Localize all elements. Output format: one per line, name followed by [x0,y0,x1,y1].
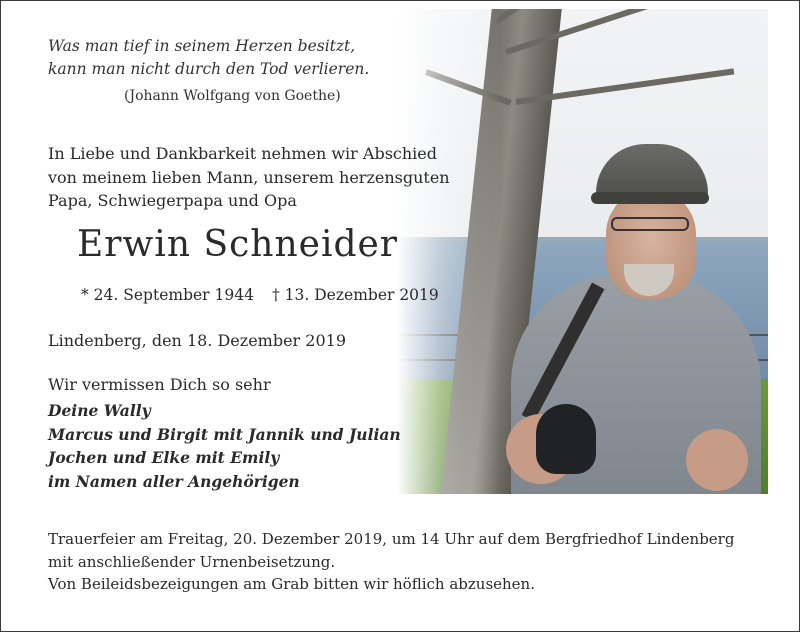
photo-glasses [611,217,689,231]
portrait-photo [396,9,768,494]
funeral-line: Trauerfeier am Freitag, 20. Dezember 2019, um 14 Uhr auf dem Bergfriedhof Lindenberg [48,530,735,548]
photo-glove [536,404,596,474]
mourners-list [48,399,401,493]
miss-line: Wir vermissen Dich so sehr [48,375,271,394]
intro-line: In Liebe und Dankbarkeit nehmen wir Abschied [48,144,438,163]
intro-line: von meinem lieben Mann, unserem herzensguten [48,167,450,187]
quote-line: kann man nicht durch den Tod verlieren. [48,60,370,78]
condolence-note: Von Beileidsbezeigungen am Grab bitten wir höflich abzusehen. [48,575,535,593]
funeral-info [48,528,734,574]
photo-right-hand [686,429,748,491]
quote-author: (Johann Wolfgang von Goethe) [124,88,341,104]
mourner-line: Deine Wally [48,401,151,420]
quote-line: Was man tief in seinem Herzen besitzt, [48,37,356,55]
photo-cap-brim [591,192,709,204]
quote [48,35,369,81]
intro-text [48,142,450,213]
deceased-name: Erwin Schneider [77,224,399,265]
death-date: † 13. Dezember 2019 [272,286,439,304]
intro-line: Papa, Schwiegerpapa und Opa [48,191,297,210]
mourner-line: Marcus und Birgit mit Jannik und Julian [48,424,401,444]
place-and-date: Lindenberg, den 18. Dezember 2019 [48,331,346,350]
mourner-line: Jochen und Elke mit Emily [48,448,280,467]
funeral-line: mit anschließender Urnenbeisetzung. [48,553,336,571]
mourner-line: im Namen aller Angehörigen [48,471,300,491]
photo-sky [396,9,768,249]
birth-date: * 24. September 1944 [81,286,254,304]
